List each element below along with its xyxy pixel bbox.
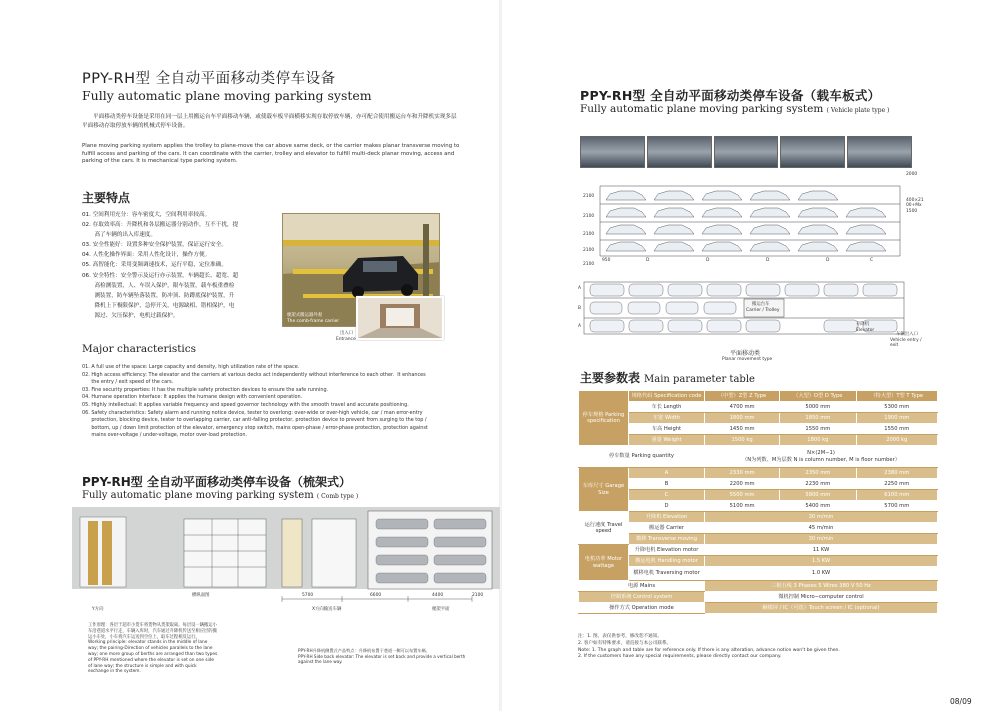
feature-item: 03. 安全性能好：设置多种安全保护装置，保证运行安全。 <box>82 242 227 249</box>
photo-1 <box>580 136 645 168</box>
garage-label: B <box>629 479 705 490</box>
dim-left-5: 2100 <box>583 262 595 267</box>
garage-t: 6100 mm <box>856 490 937 501</box>
bay-c: C <box>870 258 874 263</box>
spec-label: 重量 Weight <box>629 435 705 446</box>
dim-4400: 4400 <box>432 593 444 598</box>
spec-t: 5300 mm <box>856 402 937 413</box>
page-number: 08/09 <box>950 697 972 706</box>
right-title-en <box>580 103 889 115</box>
car-elevation-shape <box>702 225 742 234</box>
dim-left-3: 2100 <box>583 232 595 237</box>
car-elevation-shape <box>654 242 694 251</box>
features-heading: 主要特点 <box>82 191 131 205</box>
spec-d: 5000 mm <box>780 402 856 413</box>
spec-z: 1450 mm <box>705 424 780 435</box>
comb-title-en <box>82 490 358 501</box>
spec-z: 1800 mm <box>705 413 780 424</box>
speed-label: 横移 Transverse moving <box>629 534 705 545</box>
row-b: B <box>578 306 582 311</box>
car-elevation-shape <box>654 191 694 200</box>
elevator-label-cn: 升降机 <box>856 322 870 327</box>
note-en-2: 2. If the customers have any special requirements, please directly contact our company. <box>578 654 782 660</box>
comb-title-en-main: Fully automatic plane moving parking system <box>82 490 314 501</box>
dim-start: 950 <box>602 258 611 263</box>
garage-group-cell: 车库尺寸 Garage Size <box>579 468 629 512</box>
bay-d3: D <box>766 258 770 263</box>
note-en-1: Note: 1. The graph and table are for reference only. If there is any alteration, advance notice won't be given then. <box>578 647 840 653</box>
car-elevation-shape <box>798 242 838 251</box>
car-plan-shape <box>746 320 780 332</box>
car-plan-shape <box>824 320 858 332</box>
major-item: 06. Safety characteristics: Safety alarm and running notice device, tester to overlong: over-wide or over-high vehicle, car / man error-entry <box>82 409 423 416</box>
photo-strip <box>580 136 912 168</box>
car-plan-shape <box>629 284 663 296</box>
dim-left-1: 2100 <box>583 194 595 199</box>
car-elevation-shape <box>798 191 838 200</box>
intro-cn: 平面移动类停车设备是采用在同一层上用搬运台车平面移动车辆，或使载车板平面横移实现存取停放车辆，亦可配合使用搬运台车和升降机实现多层平面移动存取停放车辆的机械式停车设备。 <box>82 114 457 129</box>
y-direction-label: Y方向 <box>92 607 104 612</box>
planar-caption-en: Planar movement type <box>722 357 773 362</box>
car-plan-shape <box>629 320 663 332</box>
speed-value: 30 m/min <box>705 512 938 523</box>
garage-label: D <box>629 501 705 512</box>
car-elevation-shape <box>846 225 886 234</box>
feature-item: 高了车辆的出入库速度。 <box>82 232 156 239</box>
car-plan-shape <box>590 284 624 296</box>
notes <box>578 634 938 661</box>
row-a1: A <box>578 286 582 291</box>
garage-t: 5700 mm <box>856 501 937 512</box>
car-elevation-shape <box>798 208 838 217</box>
vehicle-plate-drawing <box>580 168 925 368</box>
right-title-en-main: Fully automatic plane moving parking system <box>580 103 824 115</box>
car-plan-shape <box>707 320 741 332</box>
car-plan-shape <box>628 302 660 314</box>
car-elevation-shape <box>606 191 646 200</box>
major-list <box>82 364 467 440</box>
comb-note-en: Working principle: elevator stands in the middle of lane way; the pairing-Direction of vehicles parallels to the lane way; one more group of berths are arranged than two types of PPY-RH mentioned where the elevator is set on one side of lane way; the structure is simple and with quick exchange in the system. <box>88 640 218 675</box>
feature-item: 04. 人性化操作界面：采用人性化设计，操作方便。 <box>82 252 211 259</box>
car-elevation-shape <box>606 225 646 234</box>
photo-2 <box>647 136 712 168</box>
entrance-photo <box>356 296 444 340</box>
dim-top: 2000 <box>906 172 918 177</box>
major-item: protection, blocking device, tester to overlapping carrier, car anti-falling protector, protection device to prevent from surging to the top / <box>82 417 427 424</box>
spec-d: 1850 mm <box>780 413 856 424</box>
major-item: 05. Highly intellectual: It applies variable frequency and speed governor technology with the smooth travel and accurate positioning. <box>82 401 409 408</box>
car-elevation-shape <box>750 225 790 234</box>
row-a2: A <box>578 324 582 329</box>
entrance-caption-cn: 出入口 <box>340 331 354 336</box>
side-note-cn: PPY-RH升降机侧置式产品特点：升降机布置于巷道一侧可以布置车辆。 <box>298 648 430 653</box>
x-direction-label: X方向输送车辆 <box>312 607 342 612</box>
side-note <box>298 648 468 665</box>
speed-label: 升降机 Elevation <box>629 512 705 523</box>
garage-z: 5100 mm <box>705 501 780 512</box>
garage-label: A <box>629 468 705 479</box>
exit-label-en: Vehicle entry / exit <box>890 338 922 349</box>
comb-title-en-sub: ( Comb type ) <box>316 493 359 500</box>
spec-group-cell: 停车规格 Parking specification <box>579 391 629 446</box>
car-elevation-shape <box>654 225 694 234</box>
qty-label <box>579 446 705 468</box>
z-type-header: （中型）Z型 Z Type <box>705 391 780 402</box>
major-item: 04. Humane operation interface: It applies the humane design with convenient operation. <box>82 394 303 401</box>
garage-z: 2200 mm <box>705 479 780 490</box>
car-elevation-shape <box>750 191 790 200</box>
dim-2100: 2100 <box>472 593 484 598</box>
dim-5700: 5700 <box>302 593 314 598</box>
garage-t: 2250 mm <box>856 479 937 490</box>
car-plan-shape <box>666 302 698 314</box>
dim-left-4: 2100 <box>583 248 595 253</box>
entrance-caption-en: Entrance <box>336 337 356 342</box>
note-cn-2: 2. 客户如有特殊要求，请直接与本公司联系。 <box>578 640 672 646</box>
exit-label-cn: 车辆出入口 <box>896 332 918 337</box>
qty-label-en: Parking quantity <box>631 453 674 460</box>
car-plan-shape <box>746 284 780 296</box>
qty-value <box>705 446 938 468</box>
major-item: the entry / exit speed of the cars. <box>82 379 174 386</box>
spec-label: 车高 Height <box>629 424 705 435</box>
car-plan-shape <box>863 284 897 296</box>
comb-note-cn: 工作原理：各层于超市小货车将货物从货架取离。每层设一辆搬运小车沿巷道水平行走，车辆入库时，汽车通过升降机传送至相应层的搬运小车处，小车将汽车运送到空位上，取车过程相反运行。 <box>88 623 217 640</box>
operation-label: 操作方式 Operation mode <box>579 603 705 614</box>
photo-5 <box>847 136 912 168</box>
bay-d2: D <box>706 258 710 263</box>
qty-label-cn: 停车数量 <box>609 453 630 460</box>
right-title-en-sub: ( Vehicle plate type ) <box>826 107 890 114</box>
spec-d: 1550 mm <box>780 424 856 435</box>
comb-title-cn: PPY-RH型 全自动平面移动类停车设备（梳架式） <box>82 475 351 489</box>
trolley-label-en: Carrier / Trolley <box>746 308 780 313</box>
spec-t: 1900 mm <box>856 413 937 424</box>
side-note-en: PPY-RH Side back elevator: The elevator is set back and provide a vertical berth against the lane way. <box>298 653 466 665</box>
operation-value: 触摸屏 / IC（可选）Touch screen / IC (optional) <box>705 603 938 614</box>
feature-item: 源过、欠压保护，电机过载保护。 <box>82 312 179 319</box>
param-heading <box>580 369 755 386</box>
photo-3 <box>714 136 779 168</box>
car-plan-shape <box>824 284 858 296</box>
car-plan-shape <box>668 284 702 296</box>
car-plan-shape <box>668 320 702 332</box>
left-title-en: Fully automatic plane moving parking system <box>82 88 372 103</box>
spec-d: 1800 kg <box>780 435 856 446</box>
qty-formula: N×(2M−1) <box>807 450 835 457</box>
trolley-label-cn: 搬运台车 <box>752 302 770 307</box>
car-elevation-shape <box>606 242 646 251</box>
major-item: bottom, up / down limit protection of the elevator, emergency stop switch, mains open-phase / error-phase protection, protection against <box>82 424 428 431</box>
car-plan-shape <box>590 320 624 332</box>
speed-label: 搬运器 Carrier <box>629 523 705 534</box>
motor-value: 1.0 KW <box>705 567 938 581</box>
car-elevation-shape <box>702 208 742 217</box>
car-elevation-shape <box>846 242 886 251</box>
garage-z: 2330 mm <box>705 468 780 479</box>
car-elevation-shape <box>702 242 742 251</box>
spec-z: 4700 mm <box>705 402 780 413</box>
car-elevation-shape <box>750 242 790 251</box>
speed-group-cell: 运行速度 Travel speed <box>579 512 629 545</box>
left-title-cn: PPY-RH型 全自动平面移动类停车设备 <box>82 71 336 87</box>
feature-item: 降机上下极限保护，急停开关，电源缺相、错相保护，电 <box>82 302 235 309</box>
car-plan-shape <box>590 302 622 314</box>
feature-item: 测装置，防车辆坠落装置，防冲顶、防蹲底保护装置，升 <box>82 292 235 299</box>
car-elevation-shape <box>750 208 790 217</box>
garage-t: 2380 mm <box>856 468 937 479</box>
spec-t: 1550 mm <box>856 424 937 435</box>
garage-d: 2230 mm <box>780 479 856 490</box>
spec-label: 车宽 Width <box>629 413 705 424</box>
speed-value: 30 m/min <box>705 534 938 545</box>
intro-en: Plane moving parking system applies the trolley to plane-move the car above same deck, or the carrier makes planar transverse moving to fulfill access and parking of the cars. It can coordinate with the carrier, trolley and elevator to fulfill multi-deck planar moving, access and parking of the cars. It is mechanical type parking system. <box>82 143 460 165</box>
speed-value: 45 m/min <box>705 523 938 534</box>
car-plan-shape <box>785 284 819 296</box>
motor-value: 11 KW <box>705 545 938 556</box>
motor-value: 1.5 KW <box>705 556 938 567</box>
elevator-label-en: Elevator <box>856 328 875 333</box>
planar-caption-cn: 平面移动类 <box>730 350 761 357</box>
spec-label: 车长 Length <box>629 402 705 413</box>
param-heading-cn: 主要参数表 <box>580 371 641 385</box>
garage-d: 5400 mm <box>780 501 856 512</box>
qty-note: （N为列数、M为层数 N is column number, M is floor number） <box>742 456 900 463</box>
bay-d4: D <box>826 258 830 263</box>
garage-label: C <box>629 490 705 501</box>
comb-drawing <box>72 507 500 621</box>
feature-item: 06. 安全特性：安全警示及运行亦示装置，车辆超长、超宽、超 <box>82 272 239 279</box>
garage-d: 2350 mm <box>780 468 856 479</box>
car-elevation-shape <box>606 208 646 217</box>
major-heading: Major characteristics <box>82 343 197 355</box>
car-elevation-shape <box>798 225 838 234</box>
feature-item: 05. 高智能化：采用变频调速技术，运行平稳，定位准确。 <box>82 262 227 269</box>
spec-t: 2000 kg <box>856 435 937 446</box>
car-plan-shape <box>704 302 736 314</box>
right-title-cn: PPY-RH型 全自动平面移动类停车设备（载车板式） <box>580 88 881 103</box>
d-type-header: （大型）D型 D Type <box>780 391 856 402</box>
photo-caption-cn: 梳架式搬运器外观 <box>287 313 323 318</box>
spec-code-cell: 规格代码 Specification code <box>629 391 705 402</box>
control-label: 控制系统 Control system <box>579 592 705 603</box>
t-type-header: （特大型）T型 T Type <box>856 391 937 402</box>
major-item: 03. Fine security properties: It has the multiple safety protection devices to ensure the safe running. <box>82 386 329 393</box>
features-list <box>82 210 272 321</box>
feature-item: 02. 存取效率高：升降机和各层搬运器分别动作，互不干扰，提 <box>82 222 239 229</box>
feature-item: 01. 空间利用充分：容车密度大，空间利用率较高。 <box>82 212 211 218</box>
mains-value: 三相五线 3 Phases 5 Wires 380 V 50 Hz <box>705 581 938 592</box>
motor-label: 搬运电机 Handling motor <box>629 556 705 567</box>
motor-label: 升降电机 Elevation motor <box>629 545 705 556</box>
bay-d1: D <box>646 258 650 263</box>
car-elevation-shape <box>846 208 886 217</box>
parameter-table <box>578 390 938 614</box>
dim-6600: 6600 <box>370 593 382 598</box>
side-layout-label: 梳架平面 <box>432 607 450 612</box>
car-plan-shape <box>707 284 741 296</box>
dim-left-2: 2100 <box>583 214 595 219</box>
garage-z: 5500 mm <box>705 490 780 501</box>
motor-group-cell: 电机功率 Motor wattage <box>579 545 629 581</box>
param-heading-en: Main parameter table <box>644 374 755 385</box>
dim-right: 400×2100+Mx1500 <box>906 198 924 214</box>
control-value: 微机控制 Micro−computer control <box>705 592 938 603</box>
major-item: 01. A full use of the space: Large capacity and density, high utilization rate of the space. <box>82 364 300 370</box>
car-elevation-shape <box>702 191 742 200</box>
major-item: 02. High access efficiency: The elevator and the carriers at various decks act independently without interference to each other. It enhances <box>82 371 426 378</box>
photo-caption-en: The comb-frame carrier <box>287 319 340 324</box>
comb-note <box>88 623 218 675</box>
feature-item: 高检测装置，人、车误入保护，限车装置，载车板重叠检 <box>82 282 235 289</box>
major-item: mains over-voltage / under-voltage, motor over-load protection. <box>82 432 248 439</box>
spec-z: 1500 kg <box>705 435 780 446</box>
elevation-label: 横纵面图 <box>192 593 210 598</box>
car-elevation-shape <box>654 208 694 217</box>
motor-label: 横移电机 Traversing motor <box>629 567 705 581</box>
note-cn-1: 注：1. 图、表仅供参考，修改恕不通知。 <box>578 634 662 639</box>
mains-label: 电源 Mains <box>579 581 705 592</box>
photo-4 <box>780 136 845 168</box>
garage-d: 5800 mm <box>780 490 856 501</box>
